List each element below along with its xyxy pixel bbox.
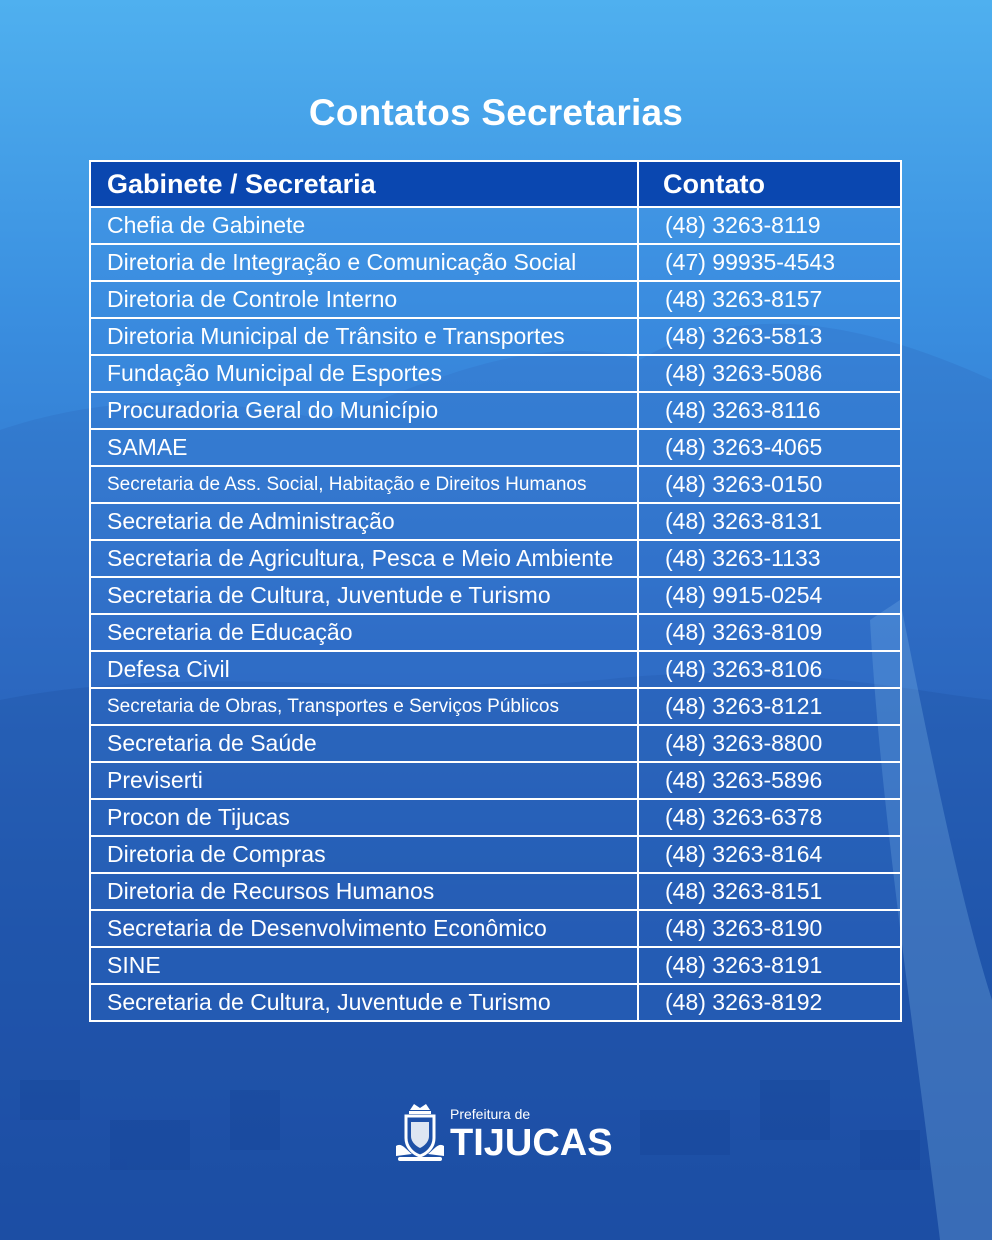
- table-row: [90, 984, 901, 1021]
- table-row: [90, 762, 901, 799]
- secretaria-name: Procuradoria Geral do Município: [90, 392, 638, 429]
- secretaria-name: Secretaria de Cultura, Juventude e Turismo: [90, 577, 638, 614]
- contact-phone: (47) 99935-4543: [638, 244, 901, 281]
- table-row: [90, 244, 901, 281]
- table-row: [90, 910, 901, 947]
- secretaria-name: Secretaria de Obras, Transportes e Serviços Públicos: [90, 688, 638, 725]
- secretaria-name: Secretaria de Saúde: [90, 725, 638, 762]
- page-title: Contatos Secretarias: [308, 92, 684, 133]
- contact-phone: (48) 3263-8190: [638, 910, 901, 947]
- secretaria-name: Procon de Tijucas: [90, 799, 638, 836]
- contacts-table: [89, 160, 902, 1022]
- prefeitura-logo: [392, 1100, 612, 1170]
- secretaria-name: Secretaria de Agricultura, Pesca e Meio Ambiente: [90, 540, 638, 577]
- table-row: [90, 503, 901, 540]
- secretaria-name: Secretaria de Cultura, Juventude e Turismo: [90, 984, 638, 1021]
- table-row: [90, 355, 901, 392]
- table-row: [90, 725, 901, 762]
- secretaria-name: Secretaria de Educação: [90, 614, 638, 651]
- contact-phone: (48) 3263-8106: [638, 651, 901, 688]
- contact-phone: (48) 3263-8192: [638, 984, 901, 1021]
- table-row: [90, 577, 901, 614]
- table-row: [90, 873, 901, 910]
- secretaria-name: Secretaria de Desenvolvimento Econômico: [90, 910, 638, 947]
- secretaria-name: Fundação Municipal de Esportes: [90, 355, 638, 392]
- secretaria-name: Diretoria Municipal de Trânsito e Transportes: [90, 318, 638, 355]
- table-row: [90, 318, 901, 355]
- table-row: [90, 207, 901, 244]
- contact-phone: (48) 3263-8109: [638, 614, 901, 651]
- logo-prefix-text: Prefeitura de: [450, 1106, 531, 1122]
- table-row: [90, 614, 901, 651]
- table-row: [90, 947, 901, 984]
- contact-phone: (48) 3263-6378: [638, 799, 901, 836]
- secretaria-name: Defesa Civil: [90, 651, 638, 688]
- secretaria-name: Diretoria de Integração e Comunicação Social: [90, 244, 638, 281]
- table-row: [90, 836, 901, 873]
- column-header-contato: Contato: [638, 161, 901, 207]
- secretaria-name: Diretoria de Recursos Humanos: [90, 873, 638, 910]
- column-header-secretaria: Gabinete / Secretaria: [90, 161, 638, 207]
- table-row: [90, 688, 901, 725]
- table-row: [90, 799, 901, 836]
- contact-phone: (48) 3263-8121: [638, 688, 901, 725]
- secretaria-name: Secretaria de Ass. Social, Habitação e Direitos Humanos: [90, 466, 638, 503]
- table-row: [90, 540, 901, 577]
- contact-phone: (48) 9915-0254: [638, 577, 901, 614]
- secretaria-name: Diretoria de Controle Interno: [90, 281, 638, 318]
- contact-phone: (48) 3263-8131: [638, 503, 901, 540]
- contact-phone: (48) 3263-1133: [638, 540, 901, 577]
- contact-phone: (48) 3263-8116: [638, 392, 901, 429]
- contact-phone: (48) 3263-8164: [638, 836, 901, 873]
- contact-phone: (48) 3263-0150: [638, 466, 901, 503]
- contact-phone: (48) 3263-5813: [638, 318, 901, 355]
- city-crest-icon: [392, 1102, 448, 1164]
- secretaria-name: SAMAE: [90, 429, 638, 466]
- table-row: [90, 651, 901, 688]
- secretaria-name: Chefia de Gabinete: [90, 207, 638, 244]
- table-row: [90, 466, 901, 503]
- contact-phone: (48) 3263-4065: [638, 429, 901, 466]
- contact-phone: (48) 3263-8151: [638, 873, 901, 910]
- contact-phone: (48) 3263-5086: [638, 355, 901, 392]
- contact-phone: (48) 3263-5896: [638, 762, 901, 799]
- logo-city-name: TIJUCAS: [450, 1122, 613, 1164]
- contact-phone: (48) 3263-8119: [638, 207, 901, 244]
- secretaria-name: SINE: [90, 947, 638, 984]
- table-row: [90, 281, 901, 318]
- secretaria-name: Diretoria de Compras: [90, 836, 638, 873]
- contact-phone: (48) 3263-8800: [638, 725, 901, 762]
- table-header-row: [90, 161, 901, 207]
- contact-phone: (48) 3263-8157: [638, 281, 901, 318]
- secretaria-name: Previserti: [90, 762, 638, 799]
- contact-phone: (48) 3263-8191: [638, 947, 901, 984]
- secretaria-name: Secretaria de Administração: [90, 503, 638, 540]
- table-row: [90, 392, 901, 429]
- table-row: [90, 429, 901, 466]
